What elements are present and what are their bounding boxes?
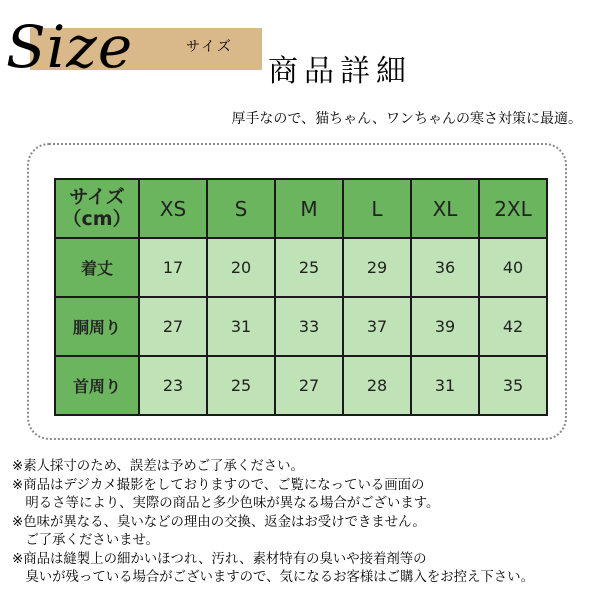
table-cell: 31: [207, 297, 275, 356]
table-row: [55, 238, 547, 297]
table-cell: 23: [139, 356, 207, 415]
table-cell: 27: [275, 356, 343, 415]
note-line: ※商品は縫製上の細かいほつれ、汚れ、素材特有の臭いや接着剤等の: [12, 551, 427, 567]
table-cell: 31: [411, 356, 479, 415]
column-header-s: S: [207, 179, 275, 238]
row-header-chest: 胴周り: [55, 297, 139, 356]
table-cell: 17: [139, 238, 207, 297]
table-cell: 40: [479, 238, 547, 297]
table-cell: 33: [275, 297, 343, 356]
size-script-heading: Size: [6, 13, 134, 81]
column-header-l: L: [343, 179, 411, 238]
table-row: [55, 356, 547, 415]
size-chart-table: [54, 178, 548, 416]
row-header-length: 着丈: [55, 238, 139, 297]
row-header-neck: 首周り: [55, 356, 139, 415]
table-cell: 27: [139, 297, 207, 356]
note-line: ※素人採寸のため、誤差は予めご了承ください。: [12, 459, 304, 474]
table-cell: 29: [343, 238, 411, 297]
page-title: 商品詳細: [268, 54, 412, 89]
note-line: ご了承くださいませ。: [12, 533, 159, 548]
note-line: ※色味が異なる、臭いなどの理由の交換、返金はお受けできません。: [12, 514, 426, 530]
table-cell: 35: [479, 356, 547, 415]
table-cell: 28: [343, 356, 411, 415]
size-header-label: サイズ: [69, 185, 125, 208]
table-cell: 39: [411, 297, 479, 356]
column-header-2xl: 2XL: [479, 179, 547, 238]
table-cell: 36: [411, 238, 479, 297]
table-cell: 25: [275, 238, 343, 297]
notes-block: [12, 458, 598, 588]
note-line: ※商品はデジカメ撮影をしておりますので、ご覧になっている画面の: [12, 477, 425, 493]
table-cell: 37: [343, 297, 411, 356]
table-cell: 42: [479, 297, 547, 356]
table-row: [55, 297, 547, 356]
note-line: 明るさ等により、実際の商品と多少色味が異なる場合がございます。: [12, 496, 440, 511]
column-header-xs: XS: [139, 179, 207, 238]
size-kana-label: サイズ: [186, 39, 233, 55]
unit-header-label: （cm）: [62, 207, 132, 230]
table-header-row: [55, 179, 547, 238]
column-header-xl: XL: [411, 179, 479, 238]
column-header-m: M: [275, 179, 343, 238]
table-cell: 25: [207, 356, 275, 415]
product-subtitle: 厚手なので、猫ちゃん、ワンちゃんの寒さ対策に最適。: [231, 111, 582, 127]
size-unit-header: [55, 179, 139, 238]
note-line: 臭いが残っている場合がございますので、気になるお客様はご購入をお控え下さい。: [12, 570, 534, 585]
table-cell: 20: [207, 238, 275, 297]
